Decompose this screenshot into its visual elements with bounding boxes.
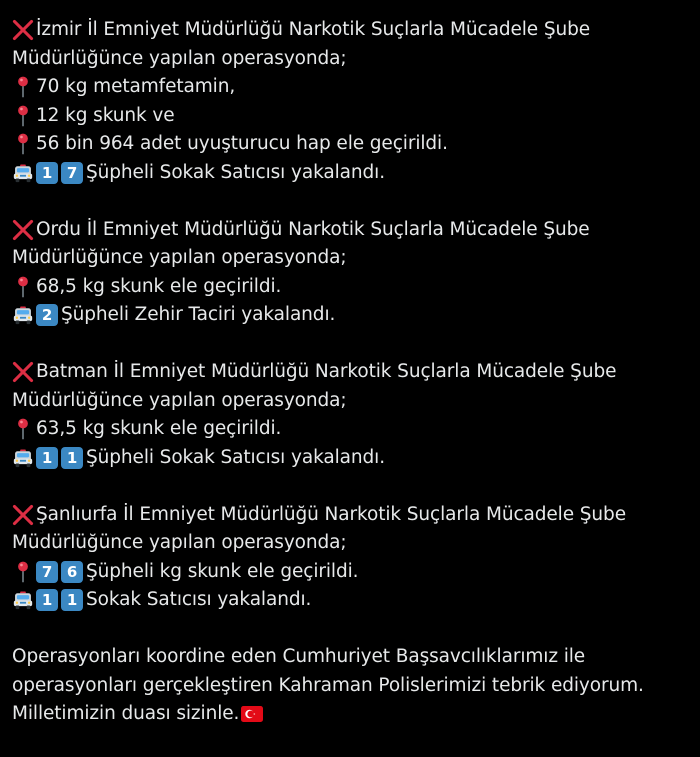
operation-title: Müdürlüğünce yapılan operasyonda; — [12, 47, 347, 69]
keycap-digit-icon: 7 — [61, 162, 83, 184]
operation-header-continued — [12, 45, 692, 74]
operation-title: İzmir İl Emniyet Müdürlüğü Narkotik Suçlarla Mücadele Şube — [36, 19, 591, 40]
oncoming-police-car-icon — [12, 447, 34, 469]
blank-line — [12, 330, 692, 359]
operation-title: Şanlıurfa İl Emniyet Müdürlüğü Narkotik Suçlarla Mücadele Şube — [36, 503, 626, 525]
operation-header-continued — [12, 529, 692, 558]
keycap-digit-icon: 1 — [36, 447, 58, 469]
cross-mark-icon — [12, 19, 34, 41]
seizure-text: 12 kg skunk ve — [36, 104, 175, 126]
seizure-item — [12, 415, 692, 444]
blank-line — [12, 615, 692, 644]
seizure-text: 70 kg metamfetamin, — [36, 76, 236, 97]
round-pushpin-icon — [12, 276, 34, 298]
keycap-digit-icon: 1 — [61, 589, 83, 611]
post-text — [12, 16, 692, 729]
operation-title: Ordu İl Emniyet Müdürlüğü Narkotik Suçlarla Mücadele Şube — [36, 218, 590, 240]
seizure-text: 63,5 kg skunk ele geçirildi. — [36, 418, 282, 439]
operation-header — [12, 16, 692, 45]
oncoming-police-car-icon — [12, 304, 34, 326]
closing-line — [12, 700, 692, 729]
keycap-digit-icon: 2 — [36, 304, 58, 326]
operation-title: Batman İl Emniyet Müdürlüğü Narkotik Suçlarla Mücadele Şube — [36, 361, 617, 382]
closing-text: Operasyonları koordine eden Cumhuriyet Başsavcılıklarımız ile — [12, 646, 586, 667]
blank-line — [12, 472, 692, 501]
seizure-text: 56 bin 964 adet uyuşturucu hap ele geçirildi. — [36, 133, 448, 154]
closing-line — [12, 672, 692, 701]
seizure-item — [12, 102, 692, 131]
operation-header — [12, 216, 692, 245]
keycap-digit-icon: 7 — [36, 561, 58, 583]
seizure-item — [12, 558, 692, 587]
arrest-item — [12, 159, 692, 188]
arrest-item — [12, 586, 692, 615]
cross-mark-icon — [12, 504, 34, 526]
keycap-digit-icon: 6 — [61, 561, 83, 583]
closing-line — [12, 643, 692, 672]
operation-header-continued — [12, 244, 692, 273]
seizure-text: Şüpheli kg skunk ele geçirildi. — [86, 560, 359, 582]
cross-mark-icon — [12, 361, 34, 383]
oncoming-police-car-icon — [12, 589, 34, 611]
turkey-flag-icon — [241, 703, 263, 725]
operation-title: Müdürlüğünce yapılan operasyonda; — [12, 532, 347, 553]
arrest-text: Şüpheli Zehir Taciri yakalandı. — [61, 304, 336, 325]
arrest-text: Şüpheli Sokak Satıcısı yakalandı. — [86, 161, 385, 183]
operation-header-continued — [12, 387, 692, 416]
operation-header — [12, 358, 692, 387]
operation-title: Müdürlüğünce yapılan operasyonda; — [12, 247, 347, 268]
round-pushpin-icon — [12, 105, 34, 127]
oncoming-police-car-icon — [12, 162, 34, 184]
seizure-text: 68,5 kg skunk ele geçirildi. — [36, 275, 282, 297]
operation-header — [12, 501, 692, 530]
round-pushpin-icon — [12, 561, 34, 583]
round-pushpin-icon — [12, 133, 34, 155]
cross-mark-icon — [12, 219, 34, 241]
arrest-item — [12, 444, 692, 473]
seizure-item — [12, 73, 692, 102]
keycap-digit-icon: 1 — [36, 162, 58, 184]
blank-line — [12, 187, 692, 216]
operation-title: Müdürlüğünce yapılan operasyonda; — [12, 389, 347, 411]
closing-text: Milletimizin duası sizinle. — [12, 703, 240, 724]
keycap-digit-icon: 1 — [61, 447, 83, 469]
arrest-text: Şüpheli Sokak Satıcısı yakalandı. — [86, 446, 385, 468]
round-pushpin-icon — [12, 418, 34, 440]
keycap-digit-icon: 1 — [36, 589, 58, 611]
round-pushpin-icon — [12, 76, 34, 98]
seizure-item — [12, 273, 692, 302]
closing-text: operasyonları gerçekleştiren Kahraman Polislerimizi tebrik ediyorum. — [12, 674, 644, 696]
arrest-text: Sokak Satıcısı yakalandı. — [86, 589, 312, 610]
arrest-item — [12, 301, 692, 330]
seizure-item — [12, 130, 692, 159]
